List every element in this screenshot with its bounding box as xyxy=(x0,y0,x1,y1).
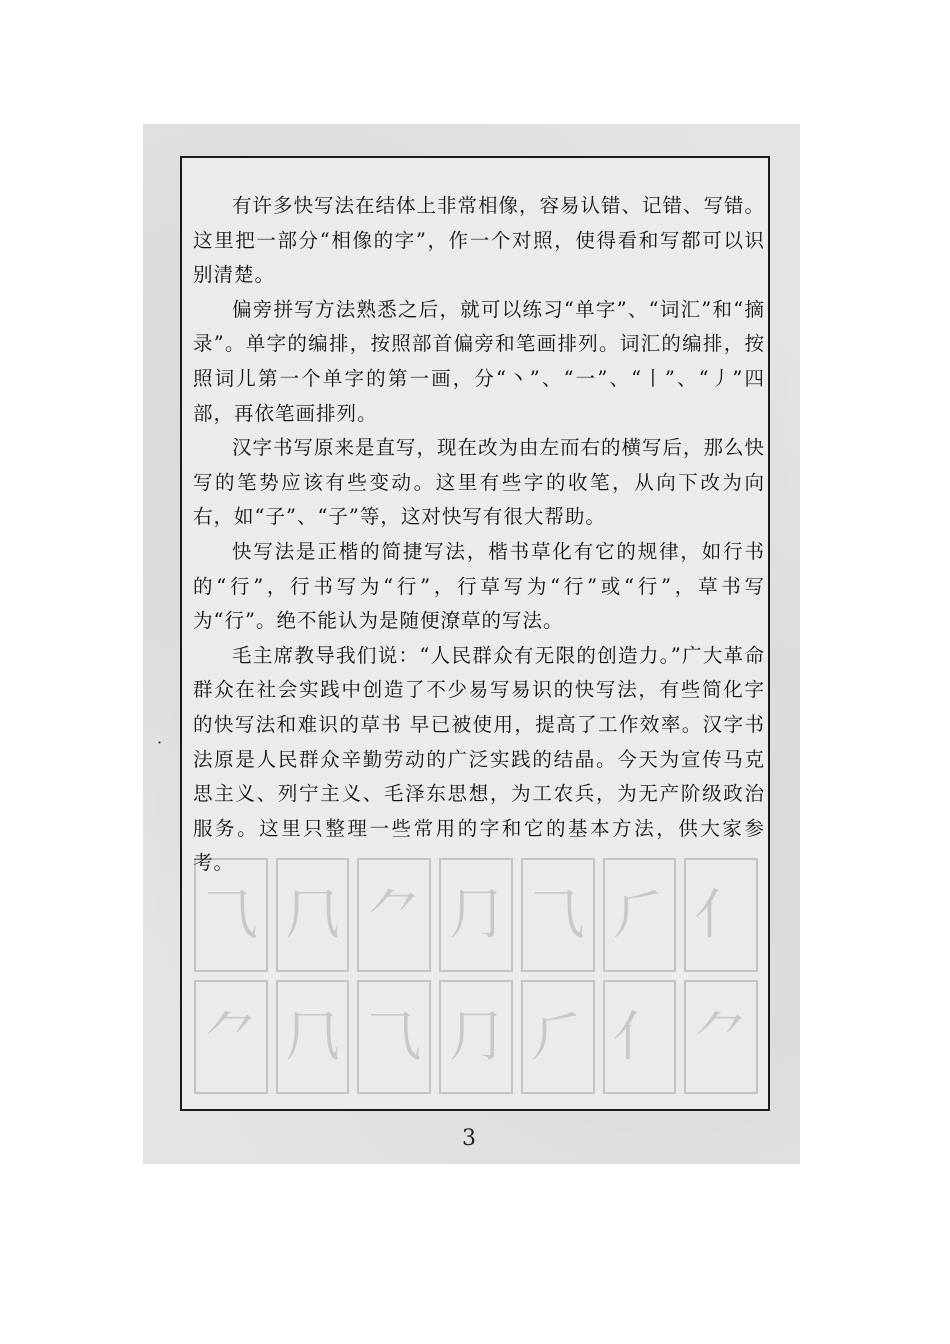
grid-cell: ⺇ xyxy=(276,980,350,1094)
grid-cell: ⺅ xyxy=(684,858,758,972)
grid-cell: ⺈ xyxy=(357,858,431,972)
paragraph: 毛主席教导我们说：“人民群众有无限的创造力。”广大革命群众在社会实践中创造了不少易写易识的快写法，有些简化字的快写法和难识的草书 早已被使用，提高了工作效率。汉字书法原是人民群众辛勤劳动的广泛实践的结晶。今天为宣传马克思主义、列宁主义、毛泽东思想，为工农兵，为无产阶级政治服务。这里只整理一些常用的字和它的基本方法，供大家参考。 xyxy=(193,643,765,875)
paragraph: 快写法是正楷的简捷写法，楷书草化有它的规律，如行书的“行”，行书写为“行”，行草写为“行”或“行”，草书写为“行”。绝不能认为是随便潦草的写法。 xyxy=(193,539,765,633)
grid-cell: ⺈ xyxy=(684,980,758,1094)
grid-cell: ⺈ xyxy=(194,980,268,1094)
grid-cell: ⺇ xyxy=(276,858,350,972)
paragraph: 汉字书写原来是直写，现在改为由左而右的横写后，那么快写的笔势应该有些变动。这里有些字的收笔，从向下改为向右，如“子”、“子”等，这对快写有很大帮助。 xyxy=(193,436,766,529)
grid-cell: ⺆ xyxy=(439,858,513,972)
body-text xyxy=(193,189,765,881)
grid-cell: ⺁ xyxy=(603,858,677,972)
grid-cell: ⺄ xyxy=(357,980,431,1094)
grid-cell: ⺄ xyxy=(521,858,595,972)
grid-cell: ⺄ xyxy=(194,858,268,972)
page-number: 3 xyxy=(462,1126,476,1151)
grid-cell: ⺅ xyxy=(603,980,677,1094)
grid-row xyxy=(194,980,758,1094)
grid-cell: ⺆ xyxy=(439,980,513,1094)
paragraph: 有许多快写法在结体上非常相像，容易认错、记错、写错。这里把一部分“相像的字”，作一个对照，使得看和写都可以识别清楚。 xyxy=(193,194,766,287)
practice-grid xyxy=(194,858,758,1096)
grid-cell: ⺁ xyxy=(521,980,595,1094)
scan-speck: · xyxy=(157,733,163,752)
paragraph: 偏旁拼写方法熟悉之后，就可以练习“单字”、“词汇”和“摘录”。单字的编排，按照部首偏旁和笔画排列。词汇的编排，按照词儿第一个单字的第一画，分“丶”、“一”、“丨”、“丿”四部，再依笔画排列。 xyxy=(193,297,765,425)
